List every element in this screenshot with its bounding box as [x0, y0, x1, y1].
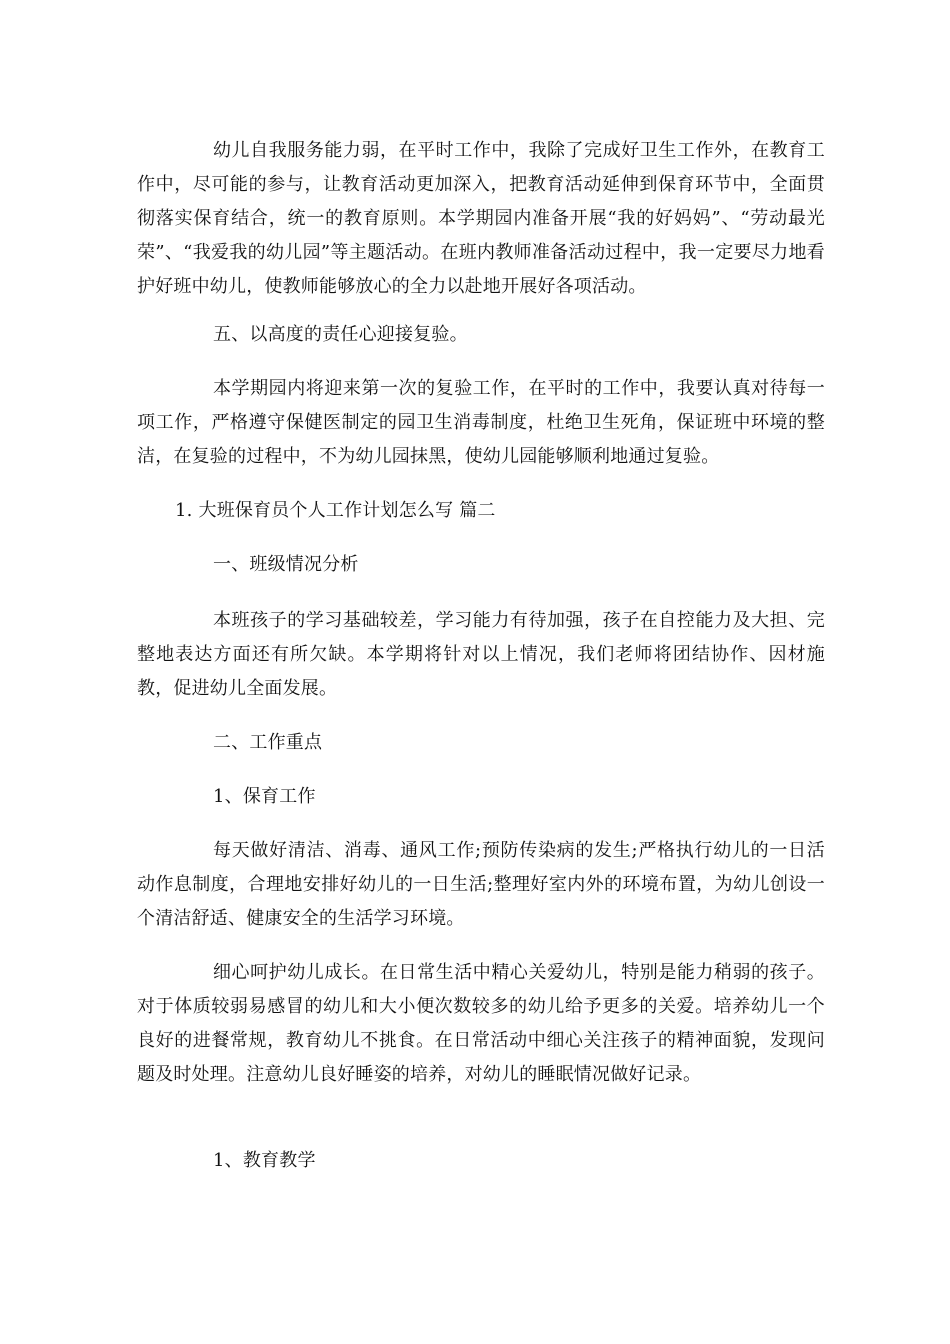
- paragraph-class-analysis: 本班孩子的学习基础较差，学习能力有待加强，孩子在自控能力及大担、完整地表达方面还有所欠缺。本学期将针对以上情况，我们老师将团结协作、因材施教，促进幼儿全面发展。: [137, 610, 825, 699]
- subheading-care-work: 1、保育工作: [213, 786, 316, 807]
- section-heading-five: 五、以高度的责任心迎接复验。: [213, 324, 468, 345]
- section-heading-work-focus: 二、工作重点: [213, 732, 323, 753]
- subheading-education-teaching: 1、教育教学: [213, 1150, 316, 1171]
- article-title-part-two: 1. 大班保育员个人工作计划怎么写 篇二: [175, 500, 496, 521]
- paragraph-daily-cleaning: 每天做好清洁、消毒、通风工作;预防传染病的发生;严格执行幼儿的一日活动作息制度，合理地安排好幼儿的一日生活;整理好室内外的环境布置，为幼儿创设一个清洁舒适、健康安全的生活学习环境。: [137, 840, 825, 929]
- paragraph-self-service: 幼儿自我服务能力弱，在平时工作中，我除了完成好卫生工作外，在教育工作中，尽可能的参与，让教育活动更加深入，把教育活动延伸到保育环节中，全面贯彻落实保育结合，统一的教育原则。本学期园内准备开展“我的好妈妈”、“劳动最光荣”、“我爱我的幼儿园”等主题活动。在班内教师准备活动过程中，我一定要尽力地看护好班中幼儿，使教师能够放心的全力以赴地开展好各项活动。: [137, 140, 825, 297]
- section-heading-class-analysis: 一、班级情况分析: [213, 554, 359, 575]
- paragraph-care-growth: 细心呵护幼儿成长。在日常生活中精心关爱幼儿，特别是能力稍弱的孩子。对于体质较弱易感冒的幼儿和大小便次数较多的幼儿给予更多的关爱。培养幼儿一个良好的进餐常规，教育幼儿不挑食。在日常活动中细心关注孩子的精神面貌，发现问题及时处理。注意幼儿良好睡姿的培养，对幼儿的睡眠情况做好记录。: [137, 962, 825, 1085]
- paragraph-reinspection: 本学期园内将迎来第一次的复验工作，在平时的工作中，我要认真对待每一项工作，严格遵守保健医制定的园卫生消毒制度，杜绝卫生死角，保证班中环境的整洁，在复验的过程中，不为幼儿园抹黑，使幼儿园能够顺利地通过复验。: [137, 378, 825, 467]
